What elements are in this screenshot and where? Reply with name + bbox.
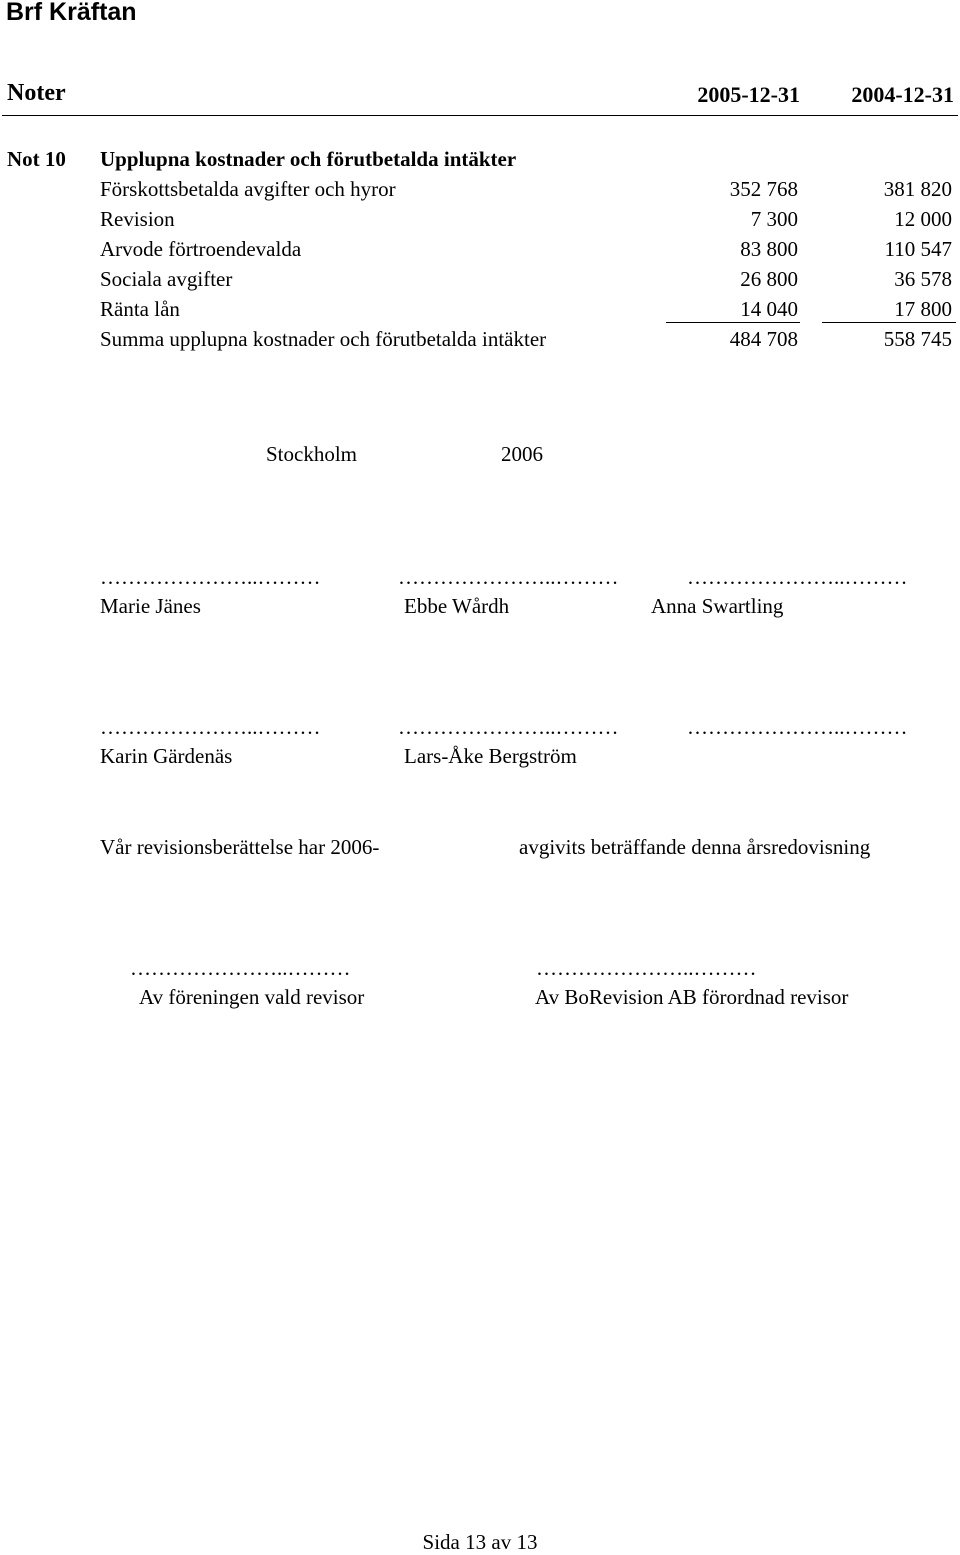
table-row <box>100 207 958 237</box>
column-header-2005: 2005-12-31 <box>697 82 800 107</box>
table-total-row <box>100 327 958 357</box>
auditor-title: Av föreningen vald revisor <box>139 985 365 1009</box>
sum-rule-2005 <box>666 322 800 323</box>
sum-rule-2004 <box>822 322 956 323</box>
table-row <box>100 177 958 207</box>
row-value-2005: 26 800 <box>740 267 798 291</box>
row-value-2005: 352 768 <box>729 177 798 201</box>
signatory-name: Ebbe Wårdh <box>404 594 510 618</box>
audit-statement-part1: Vår revisionsberättelse har 2006- <box>100 835 380 859</box>
signatory-name: Marie Jänes <box>100 594 201 618</box>
table-row <box>100 237 958 267</box>
signature-line: …………………..……… <box>100 715 321 739</box>
row-value-2004: 12 000 <box>894 207 952 231</box>
row-label: Sociala avgifter <box>100 267 233 291</box>
signing-year: 2006 <box>501 442 543 466</box>
row-value-2005: 7 300 <box>750 207 798 231</box>
auditor-title: Av BoRevision AB förordnad revisor <box>535 985 849 1009</box>
signature-line: …………………..……… <box>398 565 619 589</box>
row-value-2004: 558 745 <box>883 327 952 351</box>
signatory-name: Lars-Åke Bergström <box>404 744 577 768</box>
audit-statement-part2: avgivits beträffande denna årsredovisning <box>519 835 871 859</box>
row-value-2004: 381 820 <box>883 177 952 201</box>
row-value-2004: 110 547 <box>884 237 952 261</box>
row-value-2005: 484 708 <box>729 327 798 351</box>
row-label: Revision <box>100 207 175 231</box>
note-title: Upplupna kostnader och förutbetalda intäkter <box>100 147 517 171</box>
row-value-2005: 83 800 <box>740 237 798 261</box>
page-number: Sida 13 av 13 <box>422 1530 538 1554</box>
row-value-2004: 36 578 <box>894 267 952 291</box>
column-header-2004: 2004-12-31 <box>851 82 954 107</box>
row-label: Ränta lån <box>100 297 180 321</box>
signature-line: …………………..……… <box>398 715 619 739</box>
signatory-name: Anna Swartling <box>651 594 784 618</box>
row-label: Summa upplupna kostnader och förutbetalda intäkter <box>100 327 547 351</box>
signature-line: …………………..……… <box>687 715 908 739</box>
signature-line: …………………..……… <box>130 956 351 980</box>
section-title: Noter <box>7 80 66 106</box>
signature-line: …………………..……… <box>100 565 321 589</box>
row-value-2004: 17 800 <box>894 297 952 321</box>
organization-name: Brf Kräftan <box>6 0 137 26</box>
note-number: Not 10 <box>7 147 66 171</box>
signing-place: Stockholm <box>266 442 358 466</box>
row-value-2005: 14 040 <box>740 297 798 321</box>
header-divider <box>2 115 958 116</box>
row-label: Förskottsbetalda avgifter och hyror <box>100 177 396 201</box>
signatory-name: Karin Gärdenäs <box>100 744 233 768</box>
signature-line: …………………..……… <box>687 565 908 589</box>
table-row <box>100 267 958 297</box>
row-label: Arvode förtroendevalda <box>100 237 302 261</box>
signature-line: …………………..……… <box>536 956 757 980</box>
